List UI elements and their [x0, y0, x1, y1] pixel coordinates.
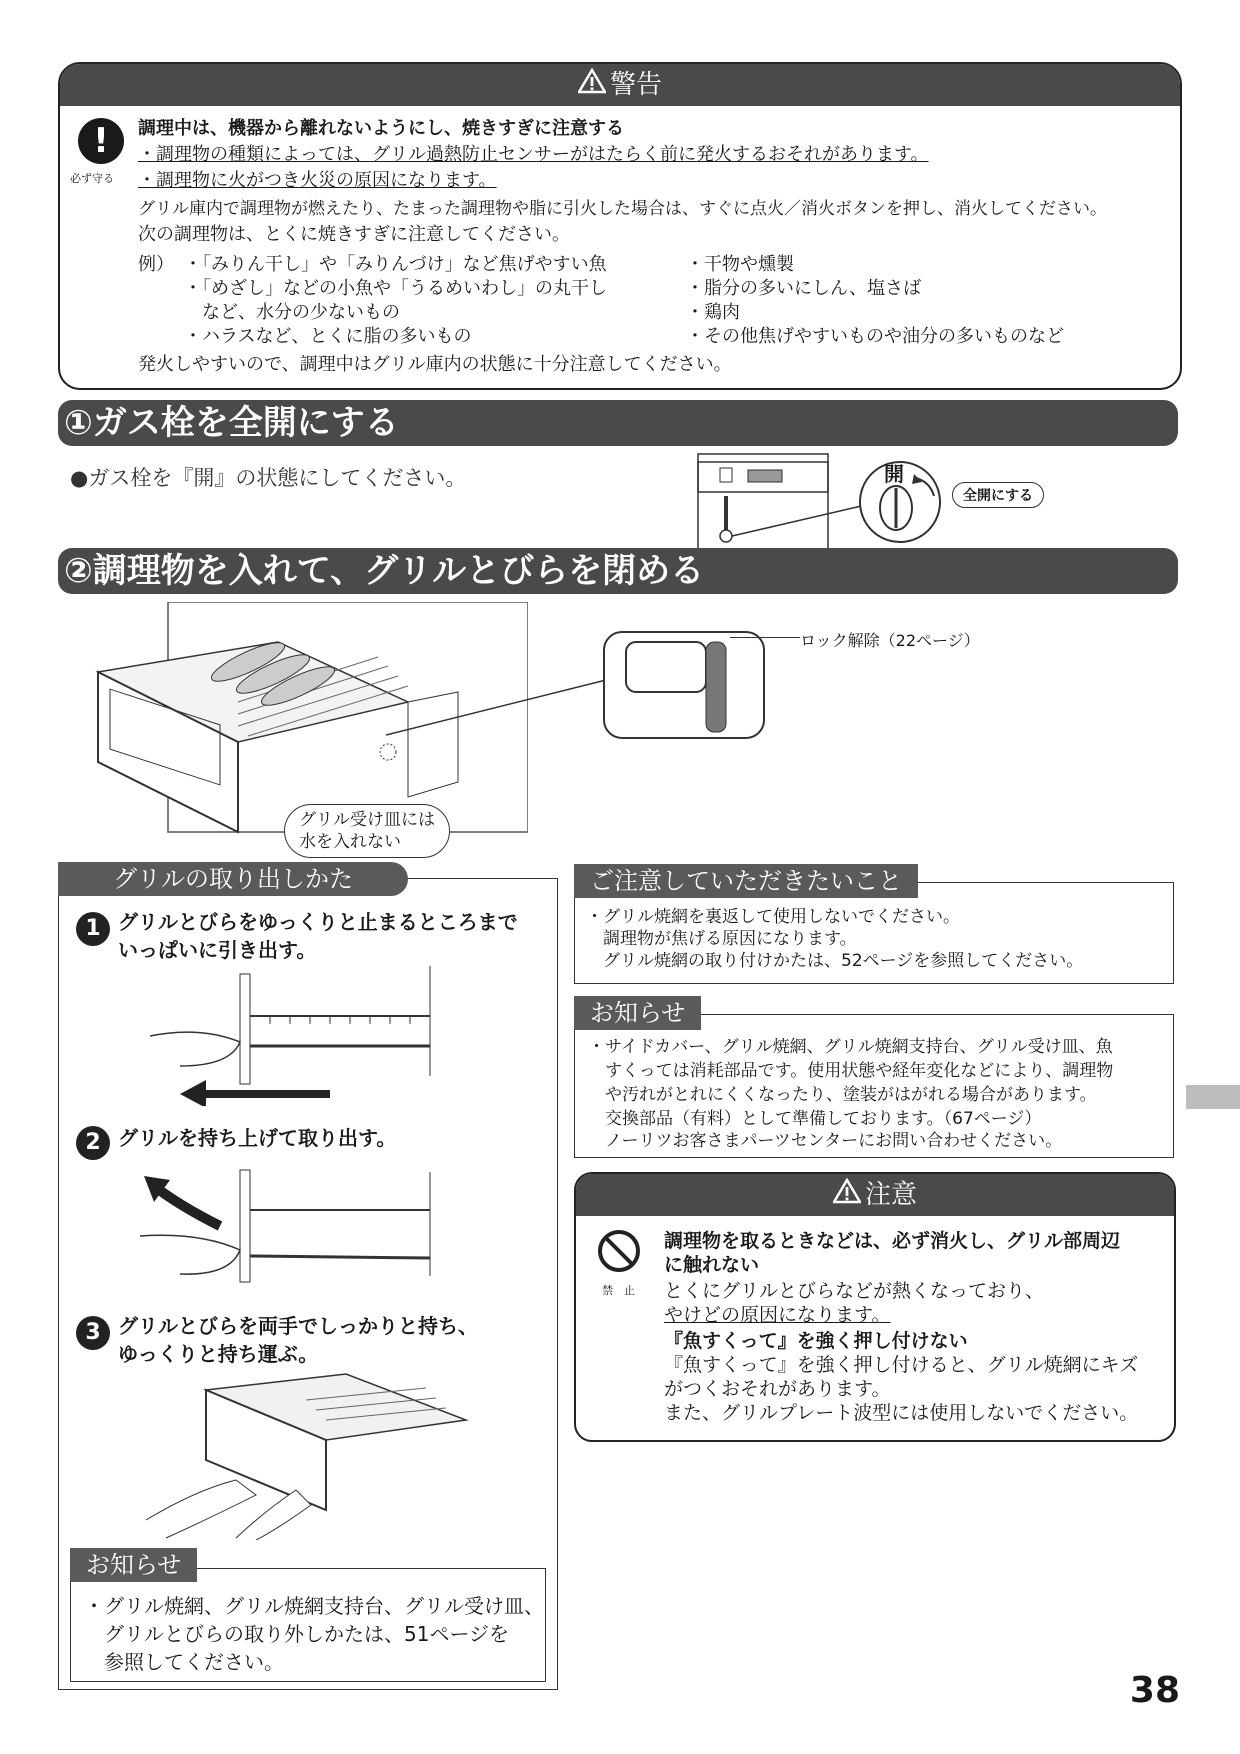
caution-text-1-line-1: とくにグリルとびらなどが熱くなっており、 [664, 1280, 1045, 1302]
left-notice-line-3: 参照してください。 [84, 1650, 284, 1674]
right-notice-line-5: ノーリツお客さまパーツセンターにお問い合わせください。 [588, 1131, 1063, 1151]
example-right-3: ・鶏肉 [686, 302, 740, 323]
step-3-line-1: グリルとびらを両手でしっかりと持ち、 [118, 1314, 478, 1338]
tray-water-line-1: グリル受け皿には [299, 810, 435, 830]
step-2-illustration [140, 1166, 440, 1296]
warning-bullet-1: ・調理物の種類によっては、グリル過熱防止センサーがはたらく前に発火するおそれがあります。 [138, 144, 929, 165]
warning-heading: 調理中は、機器から離れないようにし、焼きすぎに注意する [138, 118, 624, 139]
step-3-line-2: ゆっくりと持ち運ぶ。 [118, 1342, 319, 1366]
chapter-side-tab [1186, 1085, 1240, 1109]
section-1-text: ●ガス栓を『開』の状態にしてください。 [70, 466, 467, 490]
warning-para-1: グリル庫内で調理物が燃えたり、たまった調理物や脂に引火した場合は、すぐに点火／消火ボタンを押し、消火してください。 [138, 199, 1107, 219]
caution-box [574, 1172, 1176, 1442]
caution-triangle-icon [833, 1175, 861, 1217]
caution-text-2-line-3: また、グリルプレート波型には使用しないでください。 [664, 1402, 1139, 1424]
step-1-line-1: グリルとびらをゆっくりと止まるところまで [118, 910, 518, 934]
right-notice-line-2: すくっては消耗部品です。使用状態や経年変化などにより、調理物 [588, 1061, 1114, 1081]
caution-text-2-line-1: 『魚すくって』を強く押し付けると、グリル焼網にキズ [664, 1354, 1139, 1376]
lock-leader-line [730, 637, 800, 638]
valve-open-label: 開 [884, 462, 904, 486]
example-prefix: 例） [138, 254, 174, 275]
example-right-2: ・脂分の多いにしん、塩さば [686, 278, 922, 299]
example-right-1: ・干物や燻製 [686, 254, 794, 275]
prohibited-icon [596, 1228, 642, 1278]
section-2-title: ②調理物を入れて、グリルとびらを閉める [58, 548, 1178, 594]
example-left-4: ・ハラスなど、とくに脂の多いもの [184, 326, 472, 347]
attention-line-2: 調理物が焦げる原因になります。 [586, 929, 857, 949]
step-2-number: 2 [76, 1126, 110, 1160]
right-notice-line-4: 交換部品（有料）として準備しております。（67ページ） [588, 1109, 1042, 1129]
warning-triangle-icon [578, 65, 606, 107]
attention-tab: ご注意していただきたいこと [574, 864, 918, 898]
right-notice-line-3: や汚れがとれにくくなったり、塗装がはがれる場合があります。 [588, 1085, 1097, 1105]
tray-water-line-2: 水を入れない [299, 832, 401, 852]
page-number: 38 [1129, 1670, 1180, 1711]
attention-line-3: グリル焼網の取り付けかたは、52ページを参照してください。 [586, 951, 1084, 971]
step-1-number: 1 [76, 912, 110, 946]
step-2-line-1: グリルを持ち上げて取り出す。 [118, 1126, 397, 1150]
left-notice-line-2: グリルとびらの取り外しかたは、51ページを [84, 1622, 510, 1646]
warning-bullet-2: ・調理物に火がつき火災の原因になります。 [138, 170, 497, 191]
attention-line-1: ・グリル焼網を裏返して使用しないでください。 [586, 907, 960, 927]
step-1-line-2: いっぱいに引き出す。 [118, 938, 317, 962]
caution-heading-1-line-1: 調理物を取るときなどは、必ず消火し、グリル部周辺 [664, 1230, 1121, 1252]
caution-header [576, 1174, 1174, 1216]
must-follow-label: 必ず守る [70, 172, 114, 185]
warning-header [60, 64, 1180, 106]
warning-footer: 発火しやすいので、調理中はグリル庫内の状態に十分注意してください。 [138, 354, 732, 375]
left-notice-line-1: ・グリル焼網、グリル焼網支持台、グリル受け皿、 [84, 1594, 544, 1618]
caution-text-1-line-2: やけどの原因になります。 [664, 1304, 891, 1326]
caution-text-2-line-2: がつくおそれがあります。 [664, 1378, 891, 1400]
example-right-4: ・その他焦げやすいものや油分の多いものなど [686, 326, 1064, 347]
caution-heading-1-line-2: に触れない [664, 1254, 760, 1276]
caution-heading-2: 『魚すくって』を強く押し付けない [664, 1330, 968, 1352]
example-left-1: ・「みりん干し」や「みりんづけ」など焦げやすい魚 [184, 254, 607, 275]
must-follow-icon: ! [78, 118, 124, 164]
example-left-2: ・「めざし」などの小魚や「うるめいわし」の丸干し [184, 278, 607, 299]
step-3-illustration [146, 1370, 476, 1540]
left-notice-tab: お知らせ [70, 1548, 197, 1582]
step-3-number: 3 [76, 1316, 110, 1350]
lock-detail-illustration [386, 630, 766, 740]
warning-title: 警告 [609, 70, 662, 100]
warning-para-2: 次の調理物は、とくに焼きすぎに注意してください。 [138, 224, 570, 245]
warning-box [58, 62, 1182, 390]
step-1-illustration [140, 966, 440, 1106]
right-notice-line-1: ・サイドカバー、グリル焼網、グリル焼網支持台、グリル受け皿、魚 [588, 1037, 1113, 1057]
removal-tab: グリルの取り出しかた [58, 862, 408, 896]
tray-water-callout [284, 804, 450, 858]
full-open-pill: 全開にする [952, 482, 1044, 508]
right-notice-tab: お知らせ [574, 996, 701, 1030]
lock-release-label: ロック解除（22ページ） [800, 631, 980, 650]
prohibited-label: 禁 止 [602, 1284, 635, 1297]
caution-title: 注意 [864, 1180, 917, 1210]
example-left-3: など、水分の少ないもの [184, 302, 400, 323]
section-1-title: ①ガス栓を全開にする [58, 400, 1178, 446]
